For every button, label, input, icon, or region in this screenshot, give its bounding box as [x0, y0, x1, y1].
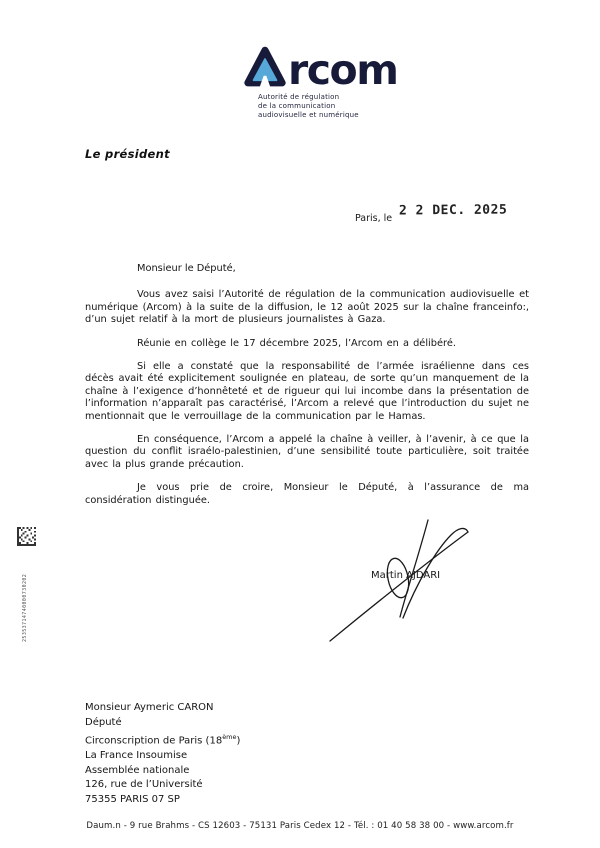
footer-contact-line: Daum.n - 9 rue Brahms - CS 12603 - 75131 Paris Cedex 12 - Tél. : 01 40 58 38 00 - www.arcom.fr	[86, 821, 514, 831]
arcom-wordmark-text: rcom	[288, 46, 398, 94]
body-paragraph: Réunie en collège le 17 décembre 2025, l’Arcom en a délibéré.	[137, 337, 456, 349]
date-stamp: 2 2 DEC. 2025	[398, 202, 508, 219]
body-paragraph: Je vous prie de croire, Monsieur le Député, à l’assurance de ma considération distinguée.	[85, 482, 529, 506]
arcom-wordmark	[243, 44, 398, 94]
recipient-city: 75355 PARIS 07 SP	[85, 793, 180, 805]
sender-title: Le président	[85, 147, 170, 161]
body-paragraph: Si elle a constaté que la responsabilité de l’armée israélienne dans ces décès avait été explicitement soulignée en plateau, de sorte qu’un manquement de la chaîne à l’exigence d’honnêteté et de rigueur qui lui incombe dans la présentation de l’information n’apparaît pas caractérisé, l’Arcom a relevé que l’introduction du sujet ne mentionnait que le verrouillage de la communication par le Hamas.	[85, 361, 529, 422]
signature-handwriting-icon	[315, 512, 485, 652]
tagline-line: de la communication	[258, 102, 336, 110]
recipient-street: 126, rue de l’Université	[85, 779, 203, 791]
recipient-name: Monsieur Aymeric CARON	[85, 702, 214, 713]
barcode-number: 25353714740000730202	[22, 573, 28, 642]
body-paragraph: Vous avez saisi l’Autorité de régulation de la communication audiovisuelle et numérique (Arcom) à la suite de la diffusion, le 12 août 2025 sur la chaîne franceinfo:, d’un sujet relatif à la mort de plusieurs journalistes à Gaza.	[85, 289, 529, 326]
signatory-name: Martin AJDARI	[371, 570, 441, 581]
arcom-logo	[243, 44, 397, 120]
body-paragraph: En conséquence, l’Arcom a appelé la chaîne à veiller, à l’avenir, à ce que la question du conflit israélo-palestinien, d’une sensibilité toute particulière, soit traitée avec la plus grande précaution.	[85, 434, 529, 470]
recipient-party: La France Insoumise	[85, 750, 188, 762]
tagline-line: Autorité de régulation	[258, 93, 340, 101]
recipient-constituency: Circonscription de Paris (18ème)	[85, 733, 241, 747]
tagline-line: audiovisuelle et numérique	[258, 111, 359, 119]
letter-body	[85, 263, 529, 518]
recipient-address	[85, 701, 240, 807]
arcom-tagline	[258, 93, 397, 120]
dateline-place: Paris, le	[355, 213, 393, 224]
arcom-a-icon	[243, 44, 287, 90]
salutation: Monsieur le Député,	[137, 263, 236, 274]
datamatrix-barcode-icon	[17, 527, 36, 546]
recipient-institution: Assemblée nationale	[85, 764, 190, 776]
recipient-title: Député	[85, 716, 122, 728]
